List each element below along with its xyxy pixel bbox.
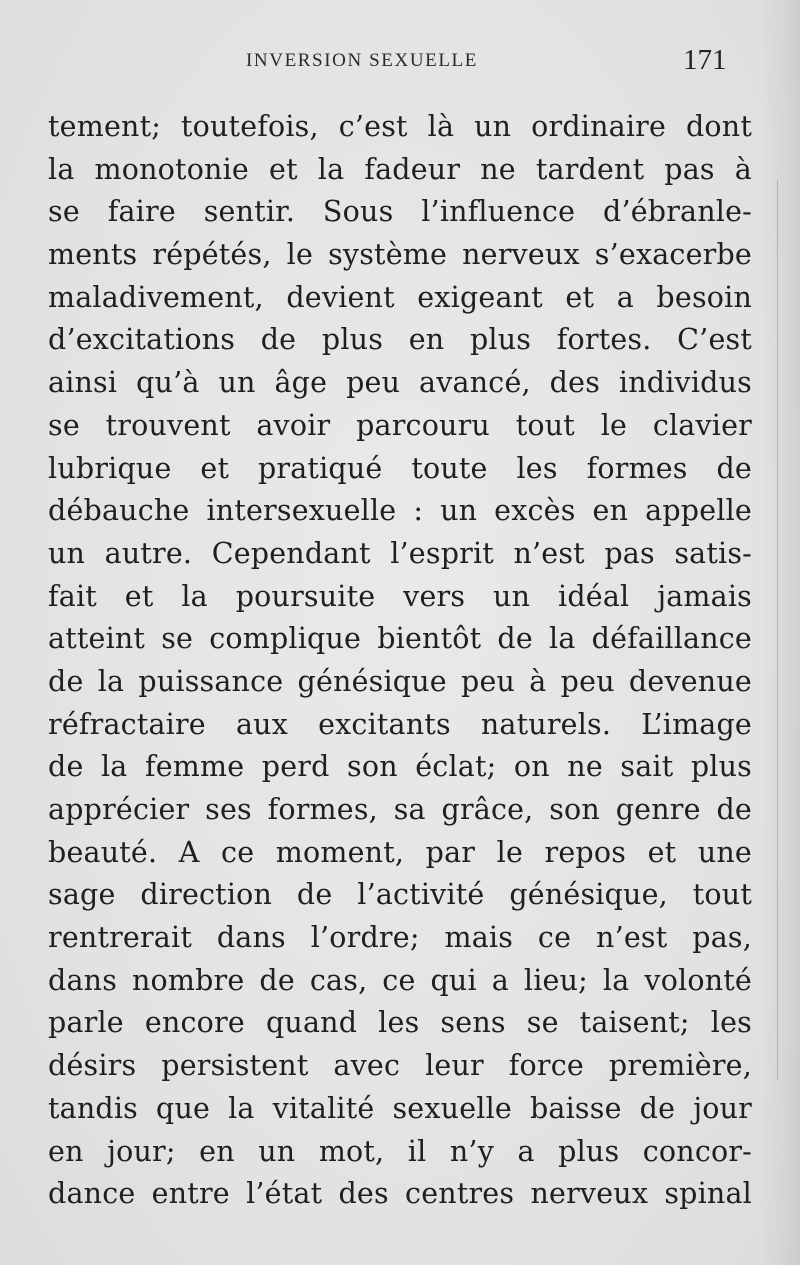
body-text (48, 106, 752, 1216)
text-line: apprécier ses formes, sa grâce, son genre de (48, 793, 752, 826)
text-line: se faire sentir. Sous l’influence d’ébranle- (48, 195, 752, 229)
text-line: de la femme perd son éclat; on ne sait plus (48, 750, 752, 784)
text-line: débauche intersexuelle : un excès en appelle (48, 494, 752, 528)
text-line: désirs persistent avec leur force première, (48, 1049, 752, 1083)
text-line: maladivement, devient exigeant et a besoin (48, 280, 752, 314)
page-number: 171 (683, 44, 727, 76)
text-line: de la puissance génésique peu à peu devenue (48, 664, 752, 698)
text-line: tandis que la vitalité sexuelle baisse de jour (48, 1091, 752, 1125)
text-line: tement; toutefois, c’est là un ordinaire dont (48, 110, 752, 143)
page-header (0, 44, 800, 84)
text-line: lubrique et pratiqué toute les formes de (48, 451, 752, 485)
text-line: parle encore quand les sens se taisent; les (48, 1006, 752, 1040)
text-line: un autre. Cependant l’esprit n’est pas satis- (48, 536, 752, 570)
page-edge-shadow (760, 0, 800, 1265)
text-line: fait et la poursuite vers un idéal jamais (48, 579, 752, 613)
text-line: atteint se complique bientôt de la défaillance (48, 622, 752, 656)
text-line: ainsi qu’à un âge peu avancé, des individus (48, 366, 752, 400)
text-line: se trouvent avoir parcouru tout le clavier (48, 408, 752, 442)
text-line: rentrerait dans l’ordre; mais ce n’est pas, (48, 921, 752, 955)
text-line: d’excitations de plus en plus fortes. C’est (48, 323, 752, 357)
running-head: INVERSION SEXUELLE (246, 50, 478, 71)
text-line: la monotonie et la fadeur ne tardent pas à (48, 152, 752, 186)
text-line: dans nombre de cas, ce qui a lieu; la volonté (48, 963, 752, 997)
text-line: ments répétés, le système nerveux s’exacerbe (48, 238, 752, 272)
text-line: dance entre l’état des centres nerveux spinal (48, 1177, 752, 1211)
text-line: sage direction de l’activité génésique, tout (48, 878, 752, 912)
text-line: beauté. A ce moment, par le repos et une (48, 835, 752, 869)
page-fold-line (777, 180, 778, 1080)
text-line: réfractaire aux excitants naturels. L’image (48, 707, 752, 741)
text-line: en jour; en un mot, il n’y a plus concor- (48, 1134, 752, 1168)
